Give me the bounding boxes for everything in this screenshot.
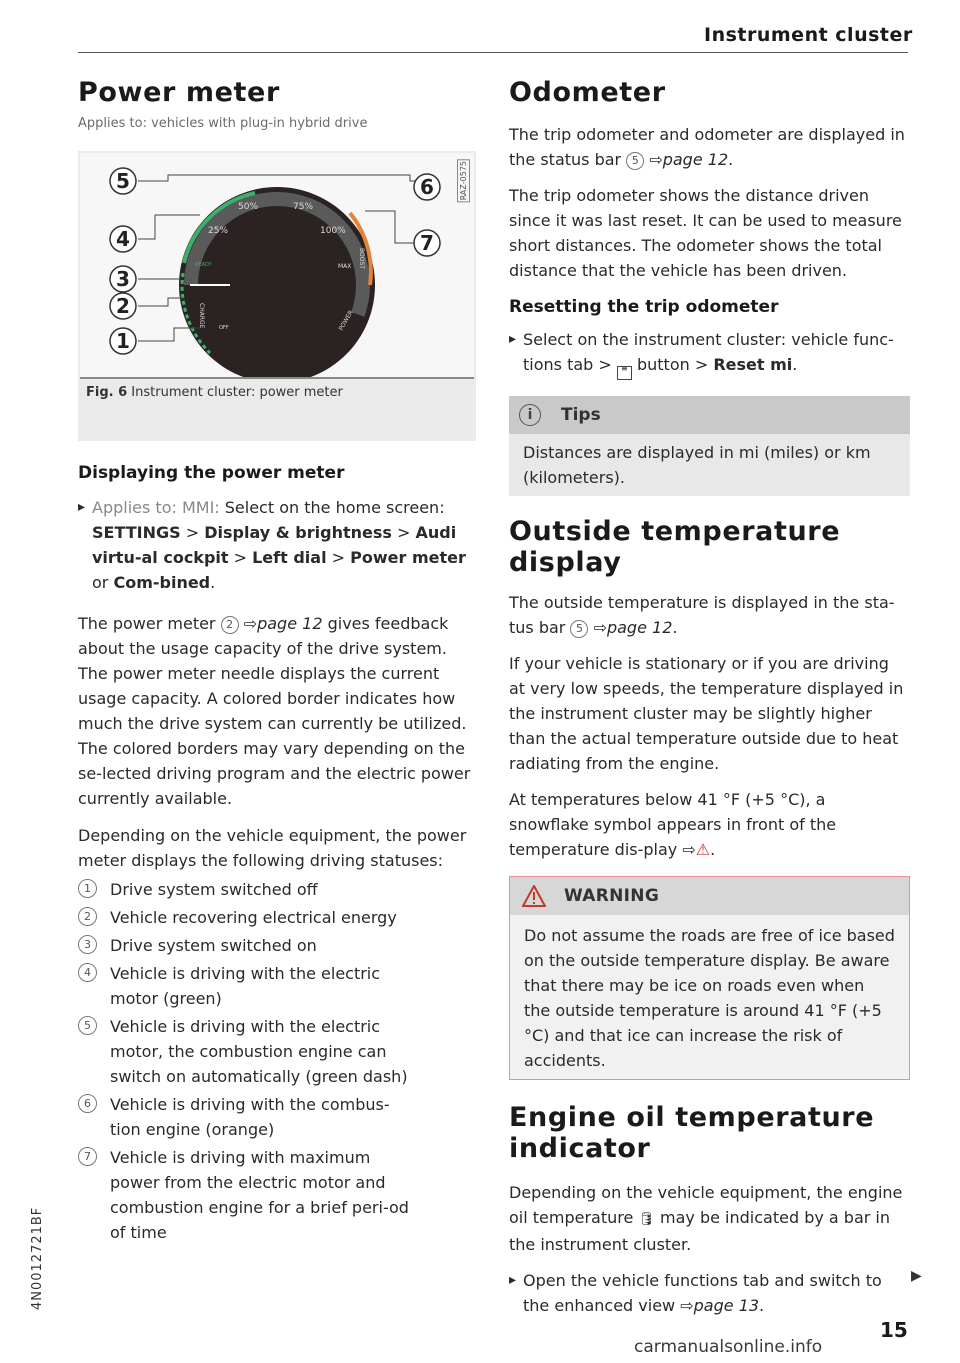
- callout-3: 3: [116, 267, 130, 291]
- para-text: The trip odometer and odometer are displayed in the status bar: [509, 125, 905, 169]
- list-number: 2: [78, 907, 97, 926]
- left-column: [78, 72, 476, 1245]
- odometer-para-2: The trip odometer shows the distance driven since it was last reset. It can be used to measure short distances. The odometer shows the total distance that the vehicle has been driven.: [509, 186, 902, 280]
- list-number: 7: [78, 1147, 97, 1166]
- page-link[interactable]: page 12: [257, 614, 323, 633]
- watermark: carmanualsonline.info: [634, 1337, 823, 1357]
- list-text: Drive system switched off: [110, 880, 318, 899]
- list-number: 6: [78, 1094, 97, 1113]
- warning-triangle-icon: ⚠: [695, 840, 711, 859]
- engine-oil-para-1: [509, 1180, 910, 1257]
- path-display: Display & brightness: [204, 523, 392, 542]
- path-sep: >: [326, 548, 351, 567]
- page-link[interactable]: page 13: [693, 1296, 760, 1315]
- callout-1: 1: [116, 329, 130, 353]
- path-power-meter: Power meter: [350, 548, 466, 567]
- callout-4: 4: [116, 227, 130, 251]
- path-cockpit: Audi virtu-al cockpit: [92, 523, 457, 567]
- arrow-icon: ⇨: [680, 1296, 694, 1315]
- gauge-label-75: 75%: [293, 202, 314, 212]
- path-left-dial: Left dial: [252, 548, 327, 567]
- power-meter-illustration: [80, 153, 474, 379]
- warning-text: Do not assume the roads are free of ice based on the outside temperature display. Be aware that there may be ice on roads even when the outside temperature is around 41 °F (+5 °C) and that ice can increase the risk of accidents.: [524, 926, 895, 1070]
- callout-2: 2: [116, 294, 130, 318]
- warning-box: [509, 876, 910, 1080]
- gauge-label-boost: BOOST: [358, 248, 365, 269]
- mmi-applies: Applies to: MMI:: [92, 498, 220, 517]
- list-text: Vehicle is driving with maximum power from the electric motor and combustion engine for a brief peri-od of time: [110, 1148, 409, 1242]
- arrow-icon: ⇨: [649, 150, 663, 169]
- reset-trip-heading: Resetting the trip odometer: [509, 297, 779, 317]
- ref-number: 5: [626, 152, 644, 170]
- list-number: 5: [78, 1016, 97, 1035]
- arrow-icon: ⇨: [682, 840, 696, 859]
- tips-header: [509, 396, 910, 434]
- list-number: 4: [78, 963, 97, 982]
- power-meter-step: [78, 495, 476, 595]
- arrow-icon: ⇨: [593, 618, 607, 637]
- gauge-label-25: 25%: [208, 226, 229, 236]
- arrow-icon: ⇨: [243, 614, 258, 633]
- gauge-disc: [179, 187, 375, 377]
- outside-temp-heading: Outside temperature display: [509, 516, 841, 578]
- ref-number: 2: [221, 616, 239, 634]
- tips-text: Distances are displayed in mi (miles) or km (kilometers).: [523, 443, 871, 487]
- callout-7: 7: [420, 231, 434, 255]
- menu-button-icon: ≡: [617, 366, 632, 380]
- step-text: Select on the instrument cluster: vehicle func-tions tab >: [523, 330, 894, 374]
- list-text: Vehicle is driving with the combus-tion engine (orange): [110, 1095, 390, 1139]
- reset-mi-label: Reset mi: [713, 355, 793, 374]
- ref-number: 5: [570, 620, 588, 638]
- header-rule: [78, 52, 908, 53]
- list-item: [78, 1014, 410, 1089]
- para-text: may be indicated by a bar in the instrument cluster.: [509, 1208, 891, 1254]
- info-icon: i: [519, 404, 541, 426]
- warning-icon: [522, 885, 546, 907]
- tips-label: Tips: [561, 405, 601, 425]
- engine-oil-heading: Engine oil temperature indicator: [509, 1102, 875, 1164]
- list-item: [78, 905, 476, 930]
- list-item: [78, 1092, 410, 1142]
- step-text: Open the vehicle functions tab and switch to the enhanced view: [523, 1271, 882, 1315]
- engine-oil-step: ▸ Open the vehicle functions tab and switch to the enhanced view ⇨page 13.: [509, 1268, 910, 1318]
- page-link[interactable]: page 12: [606, 618, 673, 637]
- para-text: The power meter: [78, 614, 221, 633]
- right-column: [509, 72, 910, 1318]
- path-end: .: [210, 573, 216, 592]
- continue-arrow-icon: ▶: [911, 1268, 922, 1284]
- document-id: 4N0012721BF: [30, 1206, 45, 1310]
- page-number: 15: [880, 1318, 908, 1342]
- odometer-para-1: The trip odometer and odometer are displayed in the status bar 5 ⇨page 12.: [509, 125, 905, 169]
- page-header-title: Instrument cluster: [704, 24, 913, 46]
- step-text: button >: [631, 355, 714, 374]
- path-sep: >: [180, 523, 205, 542]
- path-sep: >: [228, 548, 253, 567]
- outside-temp-para-2: If your vehicle is stationary or if you are driving at very low speeds, the temperature displayed in the instrument cluster may be slightly higher than the actual temperature outside due to heat radiating from the engine.: [509, 654, 904, 773]
- path-sep: >: [391, 523, 416, 542]
- figure-caption-text: Instrument cluster: power meter: [131, 385, 343, 400]
- gauge-label-max: MAX: [338, 263, 352, 270]
- list-number: 3: [78, 935, 97, 954]
- gauge-label-charge: CHARGE: [198, 303, 205, 329]
- list-text: Vehicle is driving with the electric motor, the combustion engine can switch on automatically (green dash): [110, 1017, 408, 1086]
- displaying-power-meter-heading: Displaying the power meter: [78, 463, 345, 483]
- list-text: Vehicle recovering electrical energy: [110, 908, 397, 927]
- para-text: At temperatures below 41 °F (+5 °C), a snowflake symbol appears in front of the temperature dis-play: [509, 790, 837, 859]
- list-number: 1: [78, 879, 97, 898]
- path-combined: Com-bined: [113, 573, 211, 592]
- path-or: or: [92, 573, 114, 592]
- gauge-label-50: 50%: [238, 202, 259, 212]
- callout-5: 5: [116, 169, 130, 193]
- gauge-label-ready: READY: [195, 262, 212, 268]
- para-text: The outside temperature is displayed in the sta-tus bar: [509, 593, 895, 637]
- callout-6: 6: [420, 175, 434, 199]
- odometer-heading: Odometer: [509, 77, 666, 108]
- list-text: Drive system switched on: [110, 936, 317, 955]
- figure-power-meter: [78, 151, 476, 441]
- reset-trip-step: ▸ Select on the instrument cluster: vehicle func-tions tab > ≡ button > Reset mi.: [509, 327, 910, 380]
- list-item: [78, 933, 476, 958]
- outside-temp-para-1: The outside temperature is displayed in the sta-tus bar 5 ⇨page 12.: [509, 593, 895, 637]
- applies-to-note: Applies to: vehicles with plug-in hybrid drive: [78, 116, 368, 131]
- oil-can-icon: 🛢: [638, 1212, 655, 1227]
- list-item: [78, 1145, 410, 1245]
- power-meter-description: [78, 611, 476, 811]
- power-meter-heading: Power meter: [78, 77, 280, 108]
- warning-label: WARNING: [564, 886, 660, 906]
- path-settings: SETTINGS: [92, 523, 181, 542]
- list-item: [78, 961, 410, 1011]
- step-intro: Select on the home screen:: [219, 498, 445, 517]
- statuses-intro: Depending on the vehicle equipment, the power meter displays the following driving statuses:: [78, 826, 467, 870]
- figure-code: RAZ-0575: [459, 161, 468, 201]
- outside-temp-para-3: At temperatures below 41 °F (+5 °C), a snowflake symbol appears in front of the temperature dis-play ⇨⚠.: [509, 790, 837, 859]
- figure-caption: [86, 385, 343, 400]
- gauge-label-100: 100%: [320, 226, 346, 236]
- gauge-graphic: [80, 153, 474, 377]
- gauge-label-power: POWER: [337, 309, 355, 332]
- figure-caption-label: Fig. 6: [86, 385, 128, 400]
- para-text: gives feedback about the usage capacity of the drive system. The power meter needle displays the current usage capacity. A colored border indicates how much the drive system can currently be utilized. The colored borders may vary depending on the se-lected driving program and the electric power currently available.: [78, 614, 471, 808]
- para-text: Depending on the vehicle equipment, the engine oil temperature: [509, 1183, 903, 1227]
- statuses-list: [78, 877, 476, 1245]
- list-item: [78, 877, 476, 902]
- list-text: Vehicle is driving with the electric motor (green): [110, 964, 381, 1008]
- gauge-label-off: OFF: [219, 325, 229, 331]
- page-link[interactable]: page 12: [662, 150, 729, 169]
- warning-header: [510, 877, 909, 915]
- tips-box: [509, 396, 910, 496]
